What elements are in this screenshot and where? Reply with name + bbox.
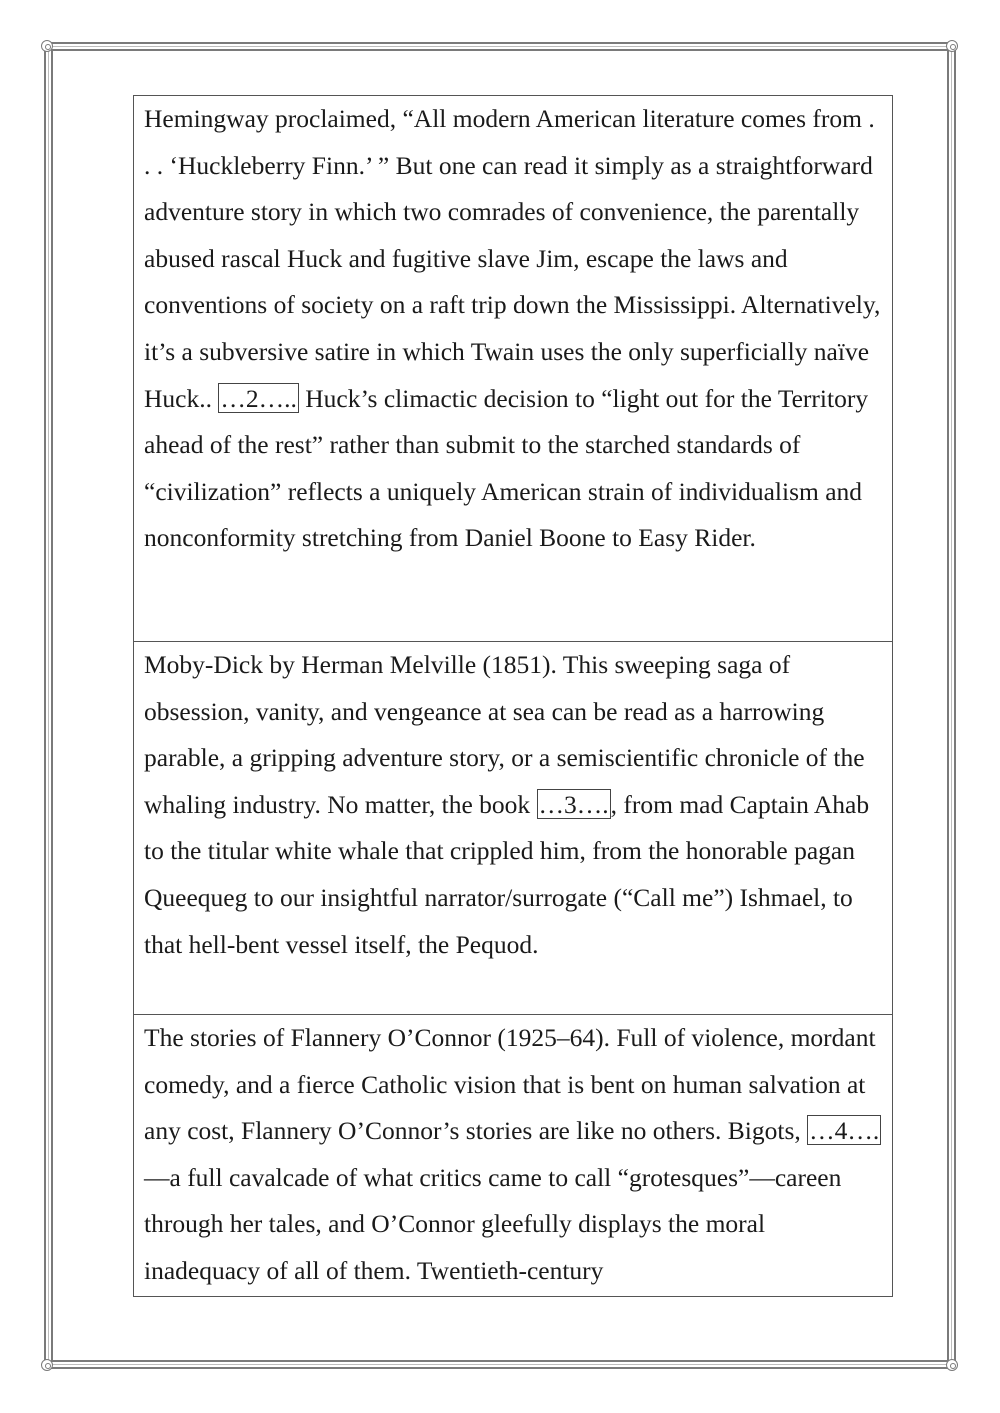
- passage-text-before-blank: Hemingway proclaimed, “All modern American literature comes from . . . ‘Huckleberry Finn.’ ” But one can read it simply as a straightforward adventure story in which two comrades of convenience, the parentally abused rascal Huck and fugitive slave Jim, escape the laws and conventions of society on a raft trip down the Mississippi. Alternatively, it’s a subversive satire in which Twain uses the only superficially naïve Huck..: [144, 104, 881, 413]
- corner-ornament-bottom-left: [41, 1359, 53, 1371]
- passage-row-moby-dick: [134, 642, 893, 1015]
- passage-row-flannery-oconnor: [134, 1015, 893, 1297]
- passage-cell-huckleberry-finn: [134, 96, 893, 642]
- passages-table: [133, 95, 893, 1297]
- blank-box-3[interactable]: …3….: [538, 789, 609, 819]
- passage-text-after-blank: , from mad Captain Ahab to the titular white whale that crippled him, from the honorable pagan Queequeg to our insightful narrator/surrogate (“Call me”) Ishmael, to that hell-bent vessel itself, the Pequod.: [144, 789, 870, 959]
- blank-box-2[interactable]: …2…..: [220, 383, 297, 413]
- passage-text-before-blank: Moby-Dick by Herman Melville (1851). This sweeping saga of obsession, vanity, and vengeance at sea can be read as a harrowing parable, a gripping adventure story, or a semiscientific chronicle of the whaling industry. No matter, the book: [144, 650, 865, 819]
- passage-row-huckleberry-finn: [134, 96, 893, 642]
- passage-text-after-blank: —a full cavalcade of what critics came to call “grotesques”—careen through her tales, and O’Connor gleefully displays the moral inadequacy of all of them. Twentieth-century: [144, 1162, 842, 1285]
- passage-cell-flannery-oconnor: [134, 1015, 893, 1297]
- passage-text-after-blank: Huck’s climactic decision to “light out for the Territory ahead of the rest” rather than submit to the starched standards of “civilization” reflects a uniquely American strain of individualism and nonconformity stretching from Daniel Boone to Easy Rider.: [144, 383, 869, 553]
- corner-ornament-bottom-right: [946, 1359, 958, 1371]
- passage-cell-moby-dick: [134, 642, 893, 1015]
- passage-text-before-blank: The stories of Flannery O’Connor (1925–64). Full of violence, mordant comedy, and a fierce Catholic vision that is bent on human salvation at any cost, Flannery O’Connor’s stories are like no others. Bigots,: [144, 1023, 876, 1146]
- corner-ornament-top-right: [946, 40, 958, 52]
- corner-ornament-top-left: [41, 40, 53, 52]
- blank-box-4[interactable]: …4….: [809, 1116, 880, 1146]
